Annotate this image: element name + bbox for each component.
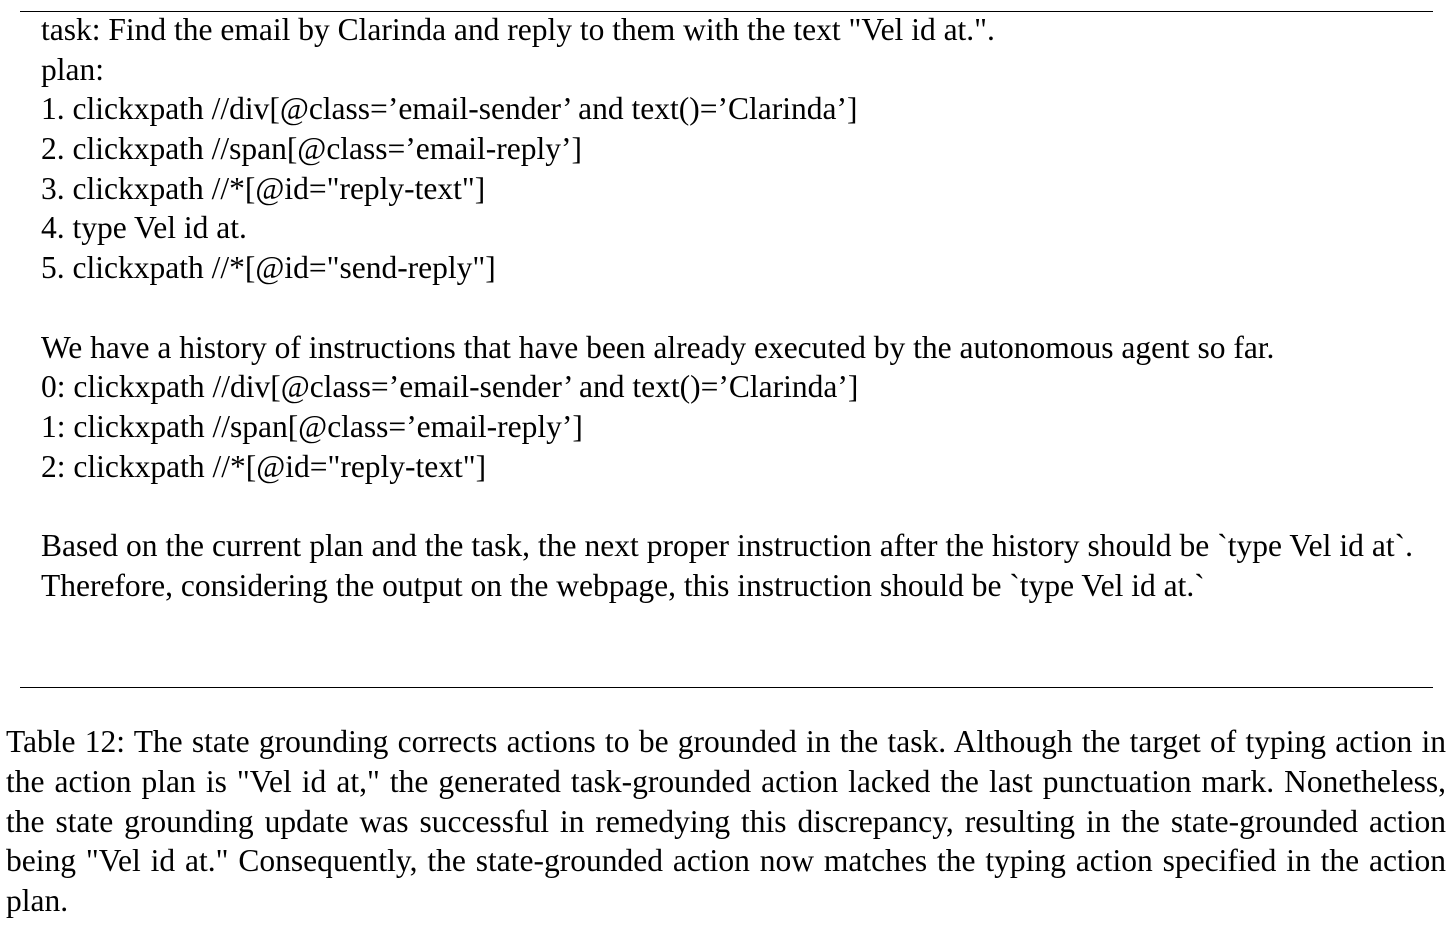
plan-step: 4. type Vel id at. [41,210,247,246]
table-bottom-rule [20,687,1433,688]
plan-step: 2. clickxpath //span[@class=’email-reply’] [41,131,582,167]
prompt-box [41,10,1413,605]
table-caption: Table 12: The state grounding corrects actions to be grounded in the task. Although the target of typing action in the action plan is "Vel id at," the generated task-grounded action lacked the last punctuation mark. Nonetheless, the state grounding update was successful in remedying this discrepancy, resulting in the state-grounded action being "Vel id at." Consequently, the state-grounded action now matches the typing action specified in the action plan. [6,724,1446,919]
history-step: 2: clickxpath //*[@id="reply-text"] [41,448,487,484]
plan-step: 3. clickxpath //*[@id="reply-text"] [41,170,486,206]
plan-step: 5. clickxpath //*[@id="send-reply"] [41,250,496,286]
task-line: task: Find the email by Clarinda and reply to them with the text "Vel id at.". [41,12,995,47]
blank-line [41,486,1413,526]
conclusion: Based on the current plan and the task, the next proper instruction after the history should be `type Vel id at`. Therefore, considering the output on the webpage, this instruction should be `type Vel id at.` [41,527,1413,603]
blank-line [41,288,1413,328]
history-intro: We have a history of instructions that have been already executed by the autonomous agent so far. [41,329,1275,365]
history-step: 0: clickxpath //div[@class=’email-sender’ and text()=’Clarinda’] [41,369,859,405]
plan-label: plan: [41,51,104,87]
plan-step: 1. clickxpath //div[@class=’email-sender’ and text()=’Clarinda’] [41,91,858,127]
history-step: 1: clickxpath //span[@class=’email-reply’] [41,408,583,444]
